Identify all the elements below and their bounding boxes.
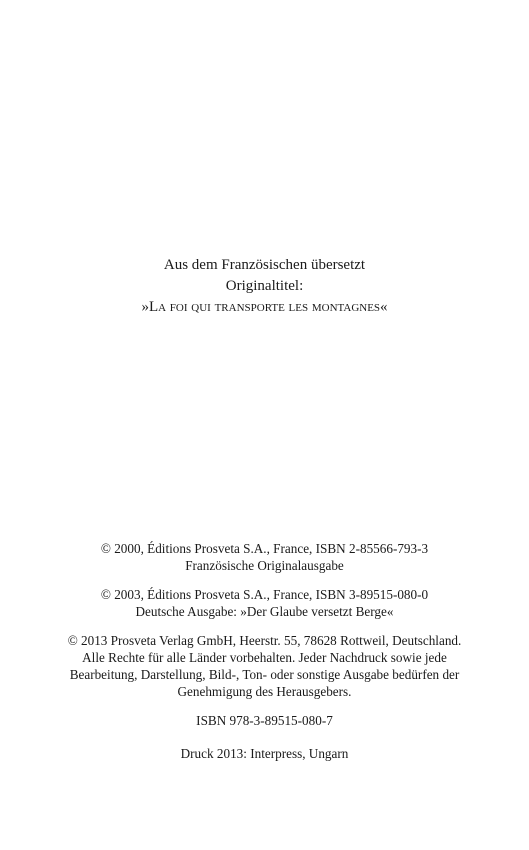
isbn-notice [0, 712, 529, 729]
original-title-label: Originaltitel: [225, 278, 304, 294]
french-edition-notice [0, 540, 529, 574]
print-notice [0, 745, 529, 762]
translation-info [0, 255, 529, 318]
german-edition-label: Deutsche Ausgabe: »Der Glaube versetzt Berge« [135, 604, 394, 619]
rights-reserved-line-1: Alle Rechte für alle Länder vorbehalten. Jeder Nachdruck sowie jede [82, 650, 447, 665]
german-edition-notice [0, 586, 529, 620]
german-edition-copyright: © 2003, Éditions Prosveta S.A., France, ISBN 3-89515-080-0 [100, 587, 429, 602]
current-edition-notice [0, 632, 529, 700]
rights-reserved-line-3: Genehmigung des Herausgebers. [177, 684, 352, 699]
isbn-text: ISBN 978-3-89515-080-7 [196, 713, 333, 728]
french-edition-label: Französische Originalausgabe [185, 558, 344, 573]
french-edition-copyright: © 2000, Éditions Prosveta S.A., France, ISBN 2-85566-793-3 [100, 541, 429, 556]
translated-from-text: Aus dem Französischen übersetzt [163, 257, 366, 273]
current-edition-copyright: © 2013 Prosveta Verlag GmbH, Heerstr. 55, 78628 Rottweil, Deutschland. [67, 633, 462, 648]
original-title: »La foi qui transporte les montagnes« [141, 299, 388, 315]
rights-reserved-line-2: Bearbeitung, Darstellung, Bild-, Ton- oder sonstige Ausgabe bedürfen der [69, 667, 460, 682]
print-text: Druck 2013: Interpress, Ungarn [180, 746, 349, 761]
copyright-notice [0, 540, 529, 774]
